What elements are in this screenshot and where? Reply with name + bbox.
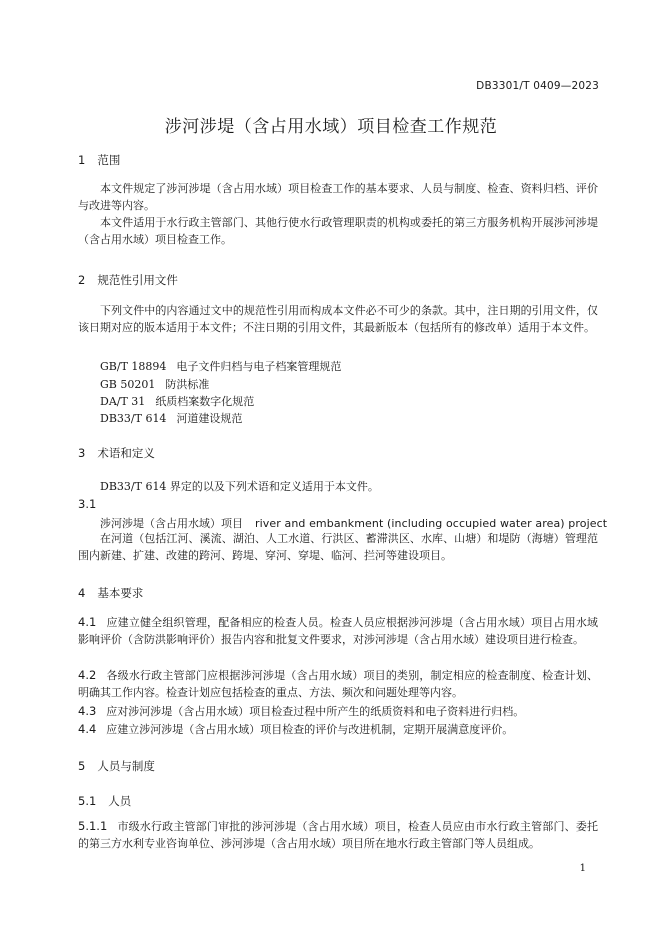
term-heading	[100, 515, 607, 531]
section-1-paragraph-1: 本文件规定了涉河涉堤（含占用水域）项目检查工作的基本要求、人员与制度、检查、资料归档、评价与改进等内容。	[78, 182, 598, 212]
clause-5-1-1	[78, 818, 598, 852]
section-title: 规范性引用文件	[97, 273, 178, 287]
clause-number: 4.2	[78, 668, 97, 682]
clause-4-2	[78, 667, 598, 701]
reference-item	[100, 393, 254, 409]
section-3-heading	[78, 445, 155, 461]
reference-name: 防洪标准	[165, 378, 210, 391]
subsection-5-1-heading	[78, 793, 131, 809]
clause-text: 各级水行政主管部门应根据涉河涉堤（含占用水域）项目的类别，制定相应的检查制度、检查计划、明确其工作内容。检查计划应包括检查的重点、方法、频次和问题处理等内容。	[78, 669, 598, 699]
reference-code: DA/T 31	[100, 395, 146, 408]
term-number: 3.1	[78, 497, 97, 511]
document-number: DB3301/T 0409—2023	[476, 80, 599, 92]
clause-4-3	[78, 703, 598, 720]
clause-4-4	[78, 721, 598, 738]
clause-text: 应对涉河涉堤（含占用水域）项目检查过程中所产生的纸质资料和电子资料进行归档。	[106, 705, 525, 718]
section-number: 5	[78, 759, 86, 773]
term-definition: 在河道（包括江河、溪流、湖泊、人工水道、行洪区、蓄滞洪区、水库、山塘）和堤防（海塘）管理范围内新建、扩建、改建的跨河、跨堤、穿河、穿堤、临河、拦河等建设项目。	[78, 532, 598, 562]
section-1-paragraph-2: 本文件适用于水行政主管部门、其他行使水行政管理职责的机构或委托的第三方服务机构开展涉河涉堤（含占用水域）项目检查工作。	[78, 216, 598, 246]
term-chinese: 涉河涉堤（含占用水域）项目	[100, 517, 243, 530]
section-3-paragraph-1: DB33/T 614 界定的以及下列术语和定义适用于本文件。	[100, 480, 379, 493]
section-number: 4	[78, 586, 86, 600]
clause-number: 4.3	[78, 704, 97, 718]
document-title: 涉河涉堤（含占用水域）项目检查工作规范	[164, 117, 498, 137]
clause-number: 5.1.1	[78, 819, 108, 833]
section-number: 1	[78, 153, 86, 167]
section-number: 2	[78, 273, 86, 287]
section-2-heading	[78, 272, 178, 288]
section-5-heading	[78, 758, 155, 774]
clause-text: 应建立健全组织管理，配备相应的检查人员。检查人员应根据涉河涉堤（含占用水域）项目占用水域影响评价（含防洪影响评价）报告内容和批复文件要求，对涉河涉堤（含占用水域）建设项目进行检查。	[78, 616, 598, 646]
page-number: 1	[579, 863, 586, 874]
reference-code: GB 50201	[100, 378, 156, 391]
subsection-number: 5.1	[78, 794, 97, 808]
reference-name: 河道建设规范	[176, 412, 243, 425]
reference-item	[100, 410, 242, 426]
clause-number: 4.4	[78, 722, 97, 736]
section-title: 术语和定义	[97, 446, 155, 460]
section-number: 3	[78, 446, 86, 460]
section-4-heading	[78, 585, 143, 601]
clause-number: 4.1	[78, 615, 97, 629]
subsection-title: 人员	[108, 794, 132, 808]
reference-name: 电子文件归档与电子档案管理规范	[176, 360, 342, 373]
reference-code: DB33/T 614	[100, 412, 167, 425]
reference-name: 纸质档案数字化规范	[155, 395, 255, 408]
term-english: river and embankment (including occupied water area) project	[255, 517, 608, 530]
reference-item	[100, 358, 341, 374]
section-title: 范围	[97, 153, 121, 167]
clause-4-1	[78, 614, 598, 648]
section-title: 人员与制度	[97, 759, 155, 773]
section-title: 基本要求	[97, 586, 144, 600]
section-2-paragraph-1: 下列文件中的内容通过文中的规范性引用而构成本文件必不可少的条款。其中，注日期的引用文件，仅该日期对应的版本适用于本文件；不注日期的引用文件，其最新版本（包括所有的修改单）适用于本文件。	[78, 304, 598, 334]
clause-text: 市级水行政主管部门审批的涉河涉堤（含占用水域）项目，检查人员应由市水行政主管部门、委托的第三方水利专业咨询单位、涉河涉堤（含占用水域）项目所在地水行政主管部门等人员组成。	[78, 820, 598, 850]
section-1-heading	[78, 152, 120, 168]
clause-text: 应建立涉河涉堤（含占用水域）项目检查的评价与改进机制，定期开展满意度评价。	[106, 723, 514, 736]
reference-item	[100, 376, 209, 392]
reference-code: GB/T 18894	[100, 360, 167, 373]
